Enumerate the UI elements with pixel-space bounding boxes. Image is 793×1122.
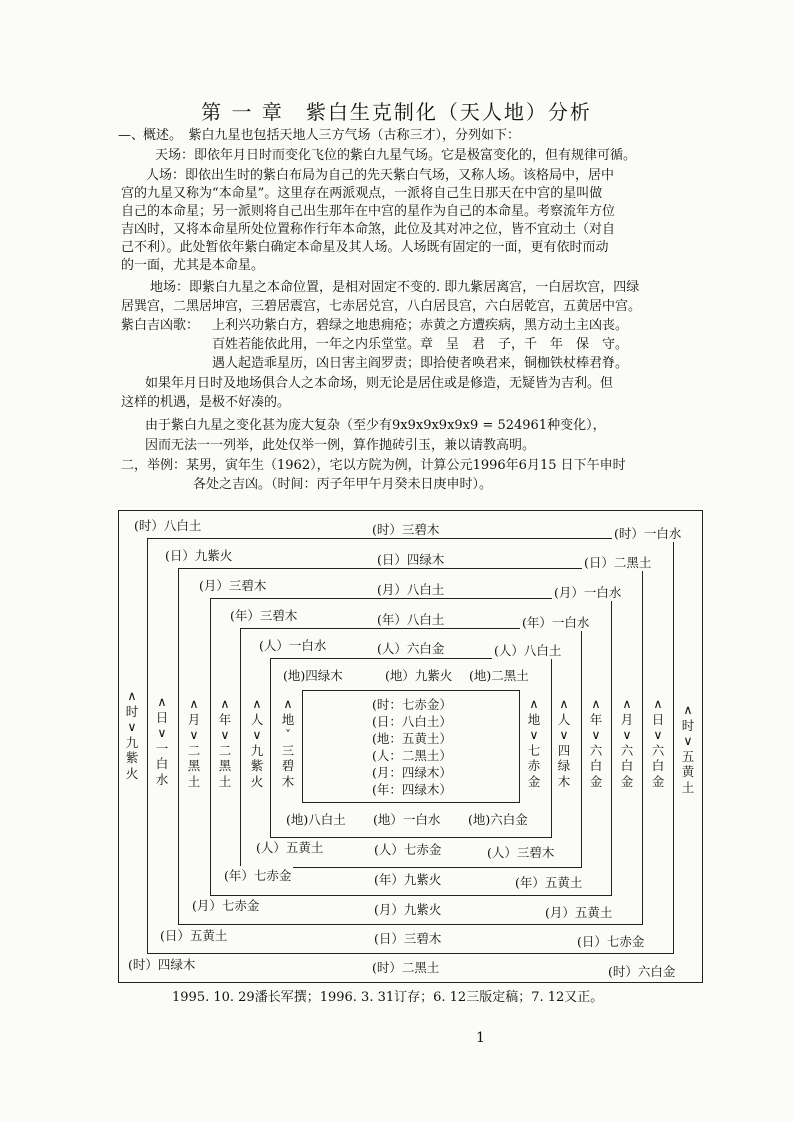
di-top-left: (地)四绿木 — [283, 668, 343, 683]
center-item: (人：二黑土） — [372, 748, 452, 763]
di-bottom-right: (地)六白金 — [468, 812, 528, 827]
yue-bottom-right: (月）五黄土 — [545, 905, 613, 920]
nian-top-center: (年）八白土 — [377, 612, 445, 627]
nian-top-left: (年）三碧木 — [230, 608, 298, 623]
paragraph: 各处之吉凶。（时间：丙子年甲午月癸未日庚申时）。 — [193, 477, 493, 492]
nian-bottom-left: (年）七赤金 — [224, 868, 292, 883]
paragraph: 己不利）。此处暂依年紫白确定本命星及其人场。人场既有固定的一面，更有依时而动 — [121, 240, 609, 255]
nian-top-right: (年）一白水 — [522, 615, 590, 630]
nian-bottom-right: (年）五黄土 — [515, 875, 583, 890]
paragraph: 吉凶时，又将本命星所处位置称作行年本命煞，此位及其对冲之位，皆不宜动土（对自 — [121, 222, 616, 237]
ri-left: ∧日∨一白水 — [155, 694, 169, 787]
ren-right: ∧人∨四绿木 — [557, 696, 571, 789]
center-list — [372, 696, 452, 798]
yue-top-right: (月）一白水 — [554, 585, 622, 600]
di-bottom-center: (地）一白水 — [373, 812, 441, 827]
nian-bottom-center: (年）九紫火 — [374, 872, 442, 887]
center-item: (地：五黄土） — [372, 731, 452, 746]
center-item: (月：四绿木） — [372, 765, 452, 780]
section-mark: —、 — [118, 128, 145, 143]
shi-top-right: (时）一白水 — [614, 526, 682, 541]
paragraph: 由于紫白九星之变化甚为庞大复杂（至少有9x9x9x9x9x9 = 524961种变化）， — [145, 418, 606, 433]
yue-top-center: (月）八白土 — [377, 582, 445, 597]
paragraph: 地场：即紫白九星之本命位置，是相对固定不变的. 即九紫居离宫，一白居坎宫，四绿 — [150, 280, 640, 295]
footer-note: 1995. 10. 29潘长军撰；1996. 3. 31订存；6. 12三版定稿；7. 12又正。 — [172, 990, 604, 1005]
paragraph: 概述。 紫白九星也包括天地人三方气场（古称三才），分列如下： — [143, 128, 521, 143]
shi-right: ∧时∨五黄土 — [681, 702, 695, 795]
yue-bottom-left: (月）七赤金 — [192, 898, 260, 913]
ren-top-left: (人）一白水 — [259, 638, 327, 653]
yue-bottom-center: (月）九紫火 — [374, 902, 442, 917]
paragraph: 居巽宫，二黑居坤宫，三碧居震宫，七赤居兑宫，八白居艮宫，六白居乾宫，五黄居中宫。 — [121, 299, 642, 314]
paragraph: 宫的九星又称为“本命星”。这里存在两派观点，一派将自己生日那天在中宫的星叫做 — [121, 186, 603, 201]
poem-line: 上利兴功紫白方，碧绿之地患痈疮；赤黄之方遭疾病，黑方动土主凶丧。 — [212, 318, 629, 333]
ren-bottom-left: (人）五黄土 — [256, 840, 324, 855]
ren-top-right: (人）八白土 — [494, 643, 562, 658]
center-item: (时：七赤金） — [372, 697, 452, 712]
shi-left: ∧时∨九紫火 — [125, 688, 139, 781]
di-top-center: (地）九紫火 — [385, 668, 453, 683]
paragraph: 二，举例：某男，寅年生（1962），宅以方院为例，计算公元1996年6月15 日下午申时 — [121, 458, 626, 473]
poem-line: 百姓若能依此用，一年之内乐堂堂。章 呈 君 子，千 年 保 守。 — [212, 337, 629, 352]
yue-left: ∧月∨二黑土 — [187, 696, 201, 789]
paragraph: 如果年月日时及地场俱合人之本命场，则无论是居住或是修造，无疑皆为吉利。但 — [145, 376, 614, 391]
ri-right: ∧日∨六白金 — [651, 696, 665, 789]
ren-bottom-center: (人）七赤金 — [374, 842, 442, 857]
paragraph: 的一面，尤其是本命星。 — [121, 258, 265, 273]
paragraph: 这样的机遇，是极不好凑的。 — [121, 395, 291, 410]
ri-bottom-left: (日）五黄土 — [160, 928, 228, 943]
ri-bottom-right: (日）七赤金 — [577, 934, 645, 949]
shi-bottom-right: (时）六白金 — [608, 964, 676, 979]
paragraph: 天场：即依年月日时而变化飞位的紫白九星气场。它是极富变化的，但有规律可循。 — [155, 148, 637, 163]
di-left: ∧地ˇ三碧木 — [281, 696, 295, 789]
shi-bottom-center: (时）二黑土 — [372, 960, 440, 975]
shi-top-center: (时）三碧木 — [372, 522, 440, 537]
nian-right: ∧年∨六白金 — [589, 696, 603, 789]
paragraph: 自己的本命星；另一派则将自己出生那年在中宫的星作为自己的本命星。考察流年方位 — [121, 204, 616, 219]
chapter-title: 第 一 章 紫白生克制化（天人地）分析 — [201, 100, 592, 124]
center-item: (年：四绿木） — [372, 782, 452, 797]
paragraph: 人场：即依出生时的紫白布局为自己的先天紫白气场，又称人场。该格局中，居中 — [146, 168, 615, 183]
ri-top-right: (日）二黑土 — [584, 555, 652, 570]
yue-top-left: (月）三碧木 — [199, 578, 267, 593]
ri-bottom-center: (日）三碧木 — [374, 931, 442, 946]
poem-line: 遇人起造乖星历，凶日害主阎罗责；即拾使者唤君来，铜枷铁杖棒君脊。 — [212, 356, 629, 371]
poem-label: 紫白吉凶歌： — [121, 318, 200, 333]
ren-top-center: (人）六白金 — [377, 641, 445, 656]
shi-top-left: (时）八白土 — [134, 518, 202, 533]
page-number: 1 — [476, 1030, 485, 1046]
shi-bottom-left: (时）四绿木 — [128, 957, 196, 972]
ri-top-left: (日）九紫火 — [165, 548, 233, 563]
center-item: (日：八白土） — [372, 714, 452, 729]
paragraph: 因而无法一一列举，此处仅举一例，算作抛砖引玉，兼以请教高明。 — [145, 438, 536, 453]
di-right: ∧地∨七赤金 — [527, 696, 541, 789]
ren-bottom-right: (人）三碧木 — [487, 845, 555, 860]
di-bottom-left: (地)八白土 — [286, 812, 346, 827]
di-top-right: (地)二黑土 — [469, 668, 529, 683]
ri-top-center: (日）四绿木 — [377, 552, 445, 567]
yue-right: ∧月∨六白金 — [620, 696, 634, 789]
nian-left: ∧年∨二黑土 — [218, 696, 232, 789]
ren-left: ∧人∨九紫火 — [250, 696, 264, 789]
